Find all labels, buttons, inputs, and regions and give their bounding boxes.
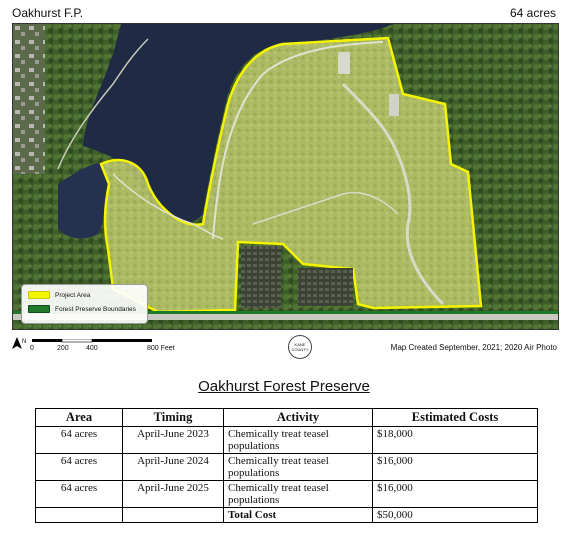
- row-timing: April-June 2023: [123, 427, 224, 454]
- map-legend: [21, 284, 148, 324]
- row-cost: $16,000: [373, 454, 538, 481]
- table-row: [36, 427, 538, 454]
- legend-boundaries-label: Forest Preserve Boundaries: [55, 305, 136, 313]
- residential-area: [13, 24, 45, 174]
- legend-boundaries: [28, 305, 136, 313]
- parking-lot-north: [338, 52, 350, 74]
- kane-county-logo: [288, 335, 312, 359]
- planted-rows-west: [241, 246, 281, 308]
- map-acreage: 64 acres: [509, 6, 556, 20]
- table-row: [36, 454, 538, 481]
- north-label: N: [22, 339, 27, 345]
- planted-rows-east: [298, 268, 353, 306]
- header-estimated-costs: Estimated Costs: [373, 409, 538, 427]
- scale-label-400: 400: [86, 345, 98, 352]
- total-row: [36, 508, 538, 523]
- row-cost: $18,000: [373, 427, 538, 454]
- map-footer: [12, 333, 557, 357]
- project-area-swatch: [28, 291, 50, 299]
- row-activity: Chemically treat teasel populations: [224, 481, 373, 508]
- table-header-row: [36, 409, 538, 427]
- header-timing: Timing: [123, 409, 224, 427]
- total-empty-area: [36, 508, 123, 523]
- row-timing: April-June 2024: [123, 454, 224, 481]
- legend-project-area-label: Project Area: [55, 291, 91, 299]
- header-area: Area: [36, 409, 123, 427]
- table-title: Oakhurst Forest Preserve: [198, 378, 370, 395]
- map-credit: Map Created September, 2021; 2020 Air Photo: [390, 343, 557, 352]
- row-area: 64 acres: [36, 481, 123, 508]
- total-value: $50,000: [373, 508, 538, 523]
- boundary-swatch: [28, 305, 50, 313]
- total-empty-timing: [123, 508, 224, 523]
- aerial-map: [12, 23, 559, 330]
- table-row: [36, 481, 538, 508]
- row-cost: $16,000: [373, 481, 538, 508]
- row-area: 64 acres: [36, 427, 123, 454]
- legend-project-area: [28, 291, 90, 299]
- map-title: Oakhurst F.P.: [12, 6, 84, 20]
- north-arrow-icon: [12, 337, 27, 351]
- total-label: Total Cost: [224, 508, 373, 523]
- scale-label-200: 200: [57, 345, 69, 352]
- row-area: 64 acres: [36, 454, 123, 481]
- row-timing: April-June 2025: [123, 481, 224, 508]
- logo-text: KANE COUNTY: [291, 342, 309, 352]
- scale-label-800: 800 Feet: [147, 345, 175, 352]
- parking-lot: [389, 94, 399, 116]
- header-activity: Activity: [224, 409, 373, 427]
- scale-label-0: 0: [30, 345, 34, 352]
- cost-table: [35, 408, 538, 523]
- row-activity: Chemically treat teasel populations: [224, 427, 373, 454]
- row-activity: Chemically treat teasel populations: [224, 454, 373, 481]
